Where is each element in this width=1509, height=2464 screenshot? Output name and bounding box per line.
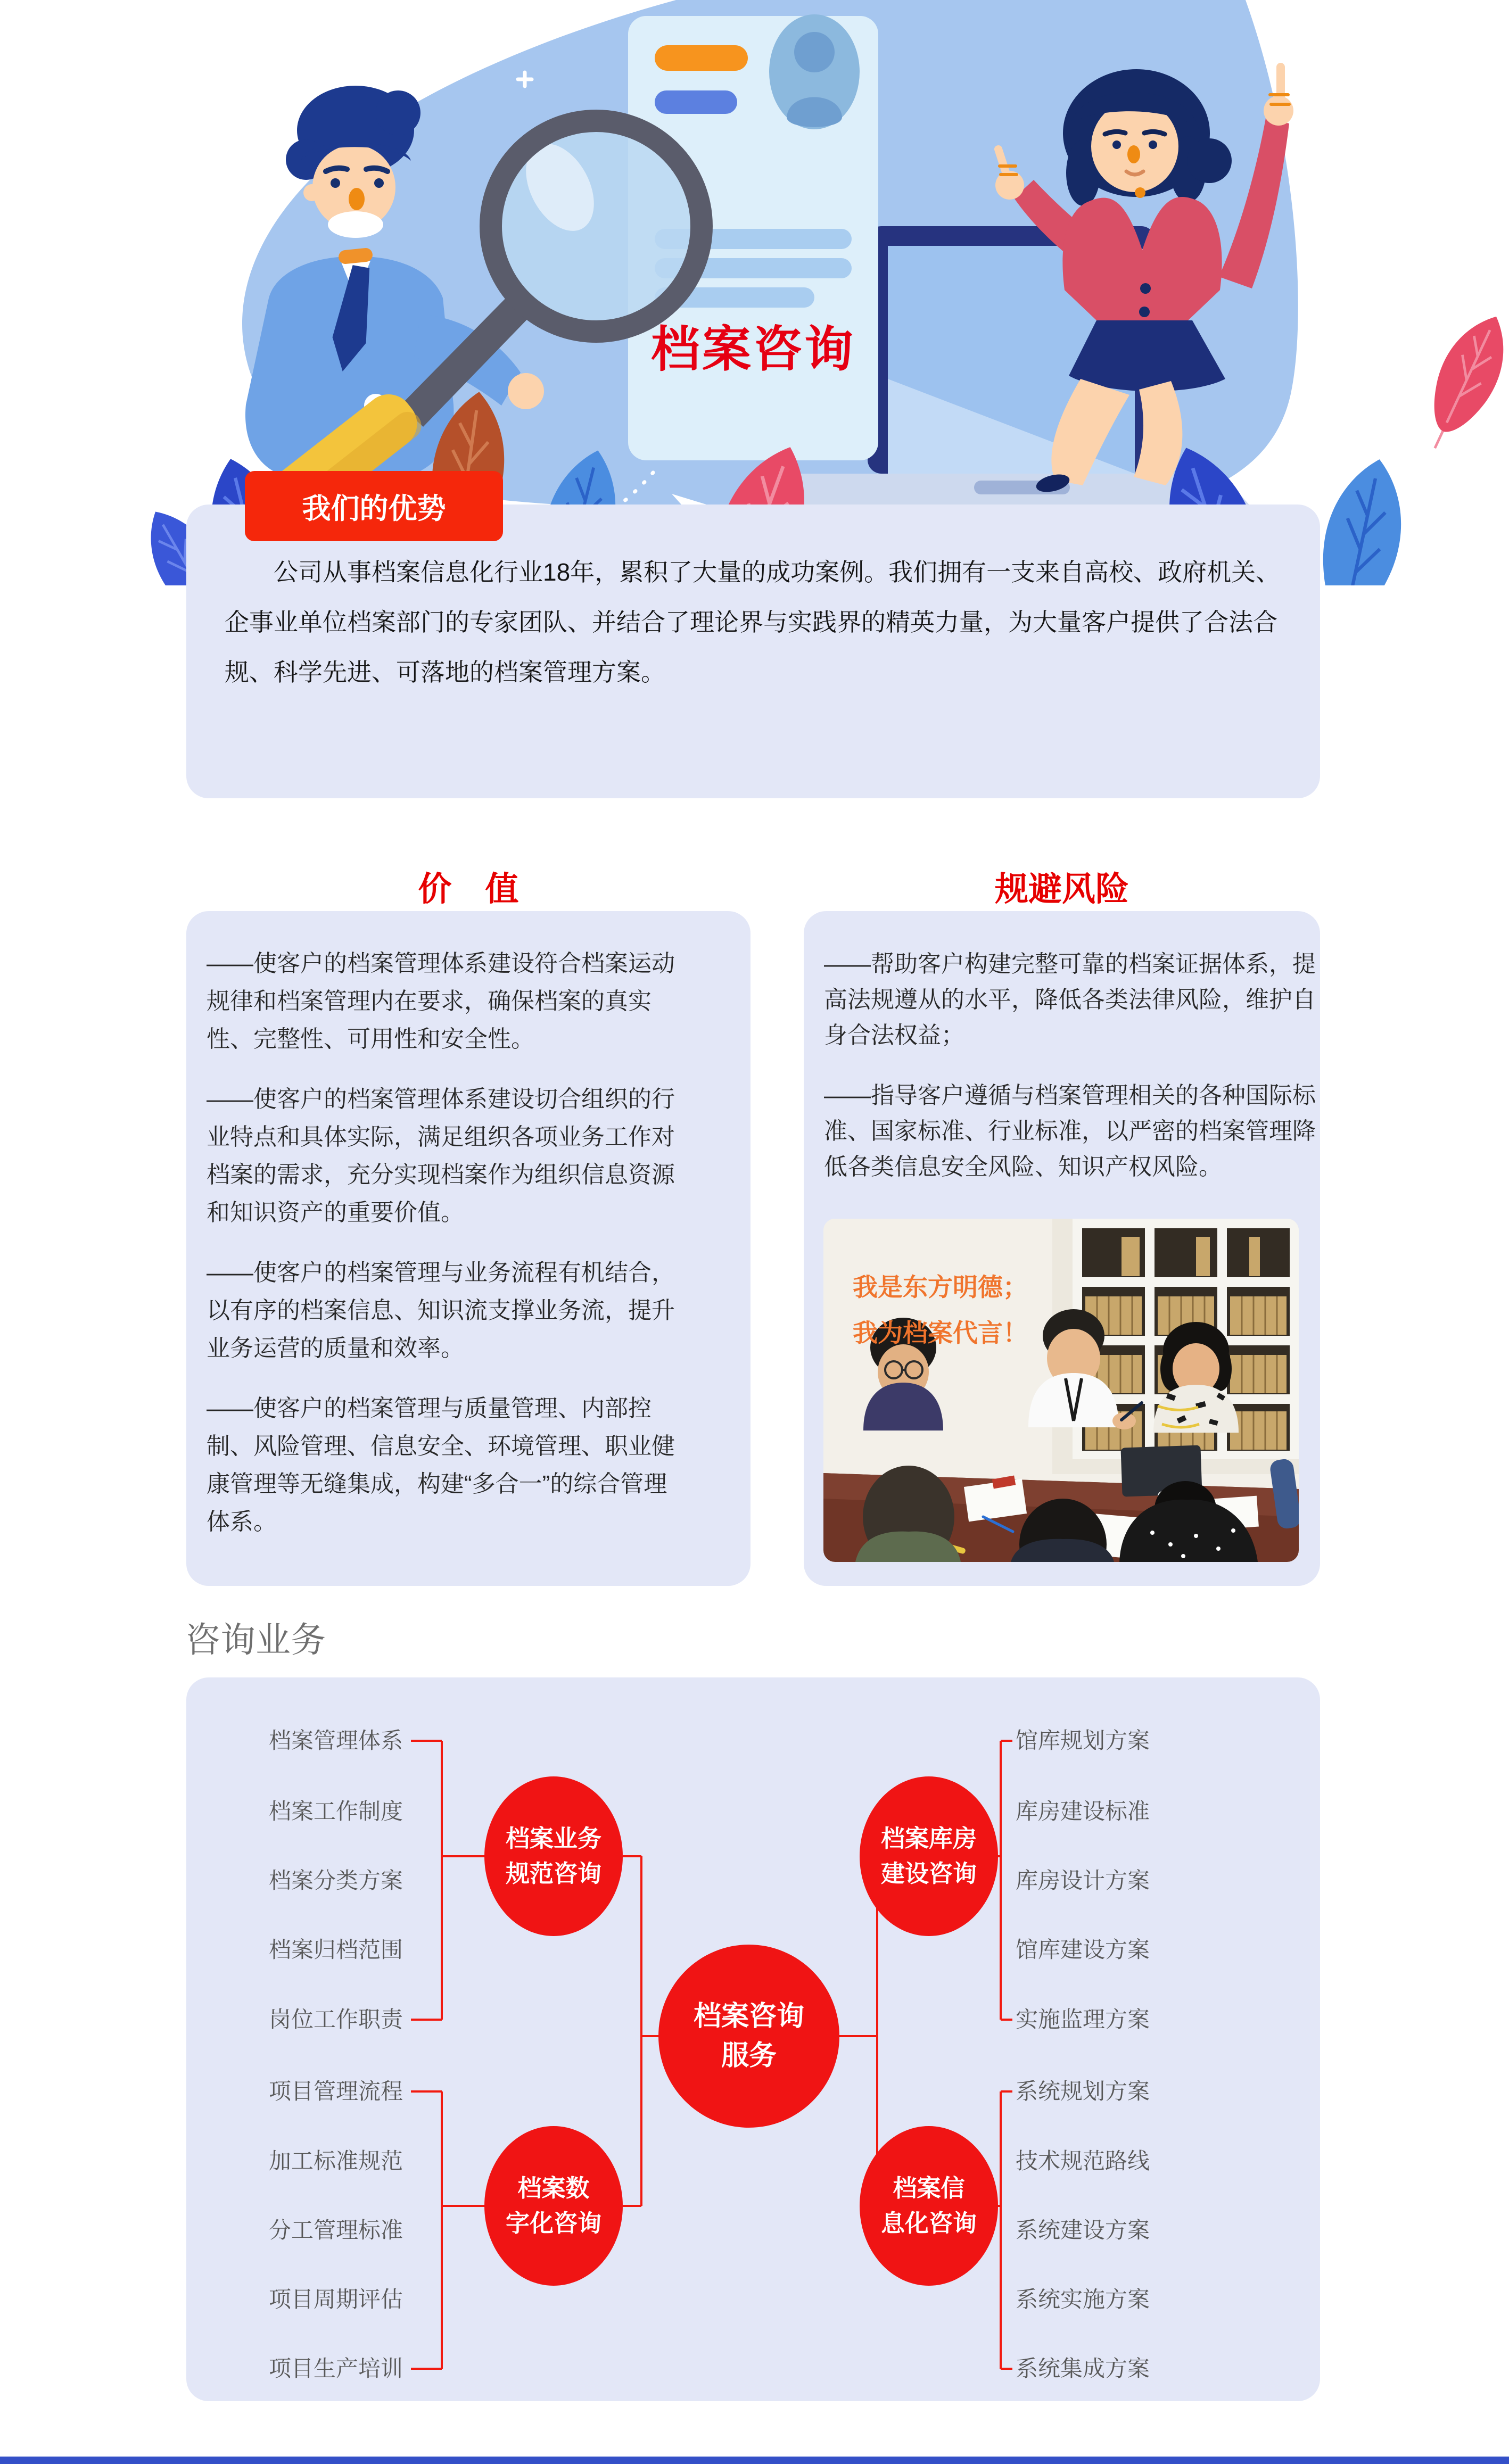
- risk-bullets: [824, 946, 1319, 1209]
- branch-circle-business: [484, 1776, 623, 1936]
- map-item: 库房建设标准: [1016, 1799, 1150, 1824]
- footer-bar: [0, 2457, 1509, 2464]
- map-item: 库房设计方案: [1016, 1868, 1150, 1893]
- value-bullet: ——使客户的档案管理与业务流程有机结合，以有序的档案信息、知识流支撑业务流，提升业务运营的质量和效率。: [207, 1260, 675, 1361]
- photo-caption-line2: 我为档案代言！: [853, 1319, 1028, 1347]
- branch-circle-label: 建设咨询: [880, 1860, 977, 1887]
- risk-bullet: ——帮助客户构建完整可靠的档案证据体系，提高法规遵从的水平，降低各类法律风险，维护自身合法权益；: [824, 951, 1316, 1048]
- map-item: 系统规划方案: [1016, 2079, 1150, 2104]
- advantages-badge: 我们的优势: [245, 471, 503, 541]
- map-item: 项目生产培训: [269, 2356, 403, 2381]
- branch-circle-label: 规范咨询: [505, 1860, 601, 1887]
- branch-circle-label: 档案数: [517, 2174, 590, 2202]
- map-item: 系统建设方案: [1016, 2218, 1150, 2243]
- photo-caption-line1: 我是东方明德；: [853, 1273, 1028, 1301]
- branch-circle-informatization: [860, 2126, 998, 2286]
- risk-heading: 规避风险: [995, 871, 1129, 908]
- branch-circle-digitization: [484, 2126, 623, 2286]
- map-item: 分工管理标准: [269, 2218, 403, 2243]
- branch-circle-label: 字化咨询: [505, 2210, 601, 2237]
- branch-circle-storage: [860, 1776, 998, 1936]
- center-circle-label: 服务: [721, 2040, 777, 2071]
- branch-circle-label: 档案业务: [505, 1825, 601, 1852]
- map-item: 档案工作制度: [269, 1799, 403, 1824]
- hero-illustration: [0, 0, 1509, 585]
- branch-circle-label: 档案信: [893, 2174, 965, 2202]
- business-heading: 咨询业务: [185, 1620, 326, 1659]
- value-heading: 价 值: [418, 871, 519, 908]
- map-item: 馆库建设方案: [1016, 1937, 1150, 1962]
- map-item: 档案管理体系: [269, 1728, 403, 1753]
- map-item: 系统集成方案: [1016, 2356, 1150, 2381]
- value-bullet: ——使客户的档案管理与质量管理、内部控制、风险管理、信息安全、环境管理、职业健康管理等无缝集成，构建“多合一”的综合管理体系。: [207, 1395, 675, 1535]
- map-item: 技术规范路线: [1016, 2148, 1150, 2173]
- map-item: 项目管理流程: [269, 2079, 403, 2104]
- map-item: 档案分类方案: [269, 1868, 403, 1893]
- branch-circle-label: 息化咨询: [880, 2210, 977, 2237]
- value-bullets: [207, 945, 686, 1563]
- hero-title: 档案咨询: [650, 323, 855, 377]
- risk-bullet: ——指导客户遵循与档案管理相关的各种国际标准、国家标准、行业标准，以严密的档案管理降低各类信息安全风险、知识产权风险。: [824, 1082, 1316, 1180]
- map-item: 实施监理方案: [1016, 2007, 1150, 2032]
- map-item: 馆库规划方案: [1016, 1728, 1150, 1753]
- center-circle-service: [658, 1945, 839, 2128]
- value-bullet: ——使客户的档案管理体系建设符合档案运动规律和档案管理内在要求，确保档案的真实性、完整性、可用性和安全性。: [207, 950, 675, 1052]
- map-item: 加工标准规范: [269, 2148, 403, 2173]
- advantages-paragraph: 公司从事档案信息化行业18年，累积了大量的成功案例。我们拥有一支来自高校、政府机关、企事业单位档案部门的专家团队、并结合了理论界与实践界的精英力量，为大量客户提供了合法合规、科学先进、可落地的档案管理方案。: [225, 558, 1281, 686]
- map-item: 项目周期评估: [269, 2287, 403, 2312]
- map-item: 档案归档范围: [269, 1937, 403, 1962]
- person-right: [1153, 1322, 1239, 1433]
- center-circle-label: 档案咨询: [693, 2001, 804, 2032]
- map-item: 岗位工作职责: [269, 2007, 403, 2032]
- value-bullet: ——使客户的档案管理体系建设切合组织的行业特点和具体实际，满足组织各项业务工作对档案的需求，充分实现档案作为组织信息资源和知识资产的重要价值。: [207, 1086, 675, 1226]
- branch-circle-label: 档案库房: [880, 1825, 977, 1852]
- map-item: 系统实施方案: [1016, 2287, 1150, 2312]
